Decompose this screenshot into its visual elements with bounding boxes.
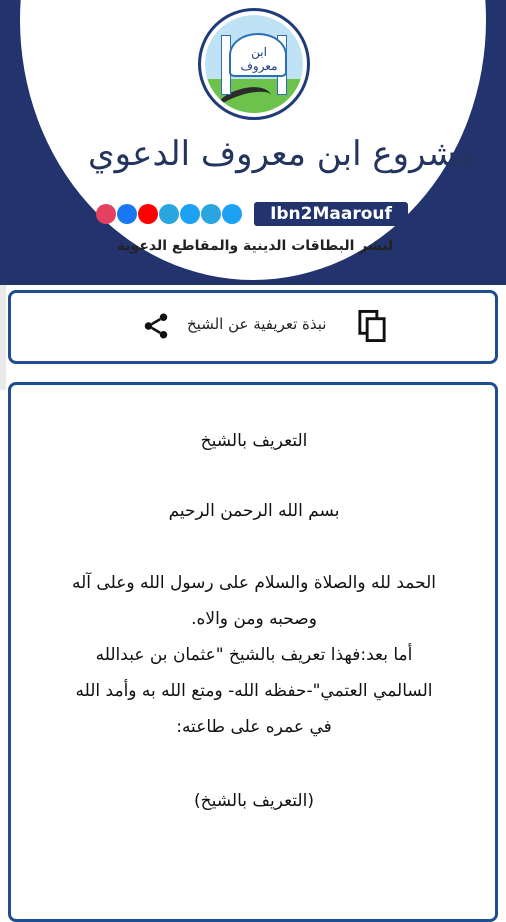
social-icons [96,204,243,224]
basmala: بسم الله الرحمن الرحيم [168,501,340,521]
page-title: نبذة تعريفية عن الشيخ [187,315,327,333]
copy-icon[interactable] [357,309,387,343]
content-line: أما بعد:فهذا تعريف بالشيخ "عثمان بن عبدالله [95,645,413,665]
content-line: الحمد لله والصلاة والسلام على رسول الله وعلى آله [72,573,436,593]
twitter-icon[interactable] [180,204,200,224]
social-row [96,202,412,226]
telegram-icon[interactable] [201,204,221,224]
telegram-icon[interactable] [159,204,179,224]
twitter-icon[interactable] [222,204,242,224]
facebook-icon[interactable] [117,204,137,224]
banner [0,0,506,285]
youtube-icon[interactable] [138,204,158,224]
logo [198,8,310,120]
content-line: السالمي العتمي"-حفظه الله- ومتع الله به وأمد الله [75,681,433,701]
logo-sky [205,15,303,113]
content-subheading: (التعريف بالشيخ) [194,791,314,811]
project-title-calligraphy: مشروع ابن معروف الدعوي [88,134,477,174]
content-line: في عمره على طاعته: [176,717,332,737]
content-heading: التعريف بالشيخ [200,431,308,451]
tagline: لنشر البطاقات الدينية والمقاطع الدعوية [116,238,394,254]
content-line: وصحبه ومن والاه. [191,609,317,629]
share-icon[interactable] [141,311,171,341]
instagram-icon[interactable] [96,204,116,224]
handle-badge: Ibn2Maarouf [254,202,408,226]
content-card [8,382,498,922]
header-card [8,290,498,364]
logo-text: ابن معروف [240,45,278,73]
